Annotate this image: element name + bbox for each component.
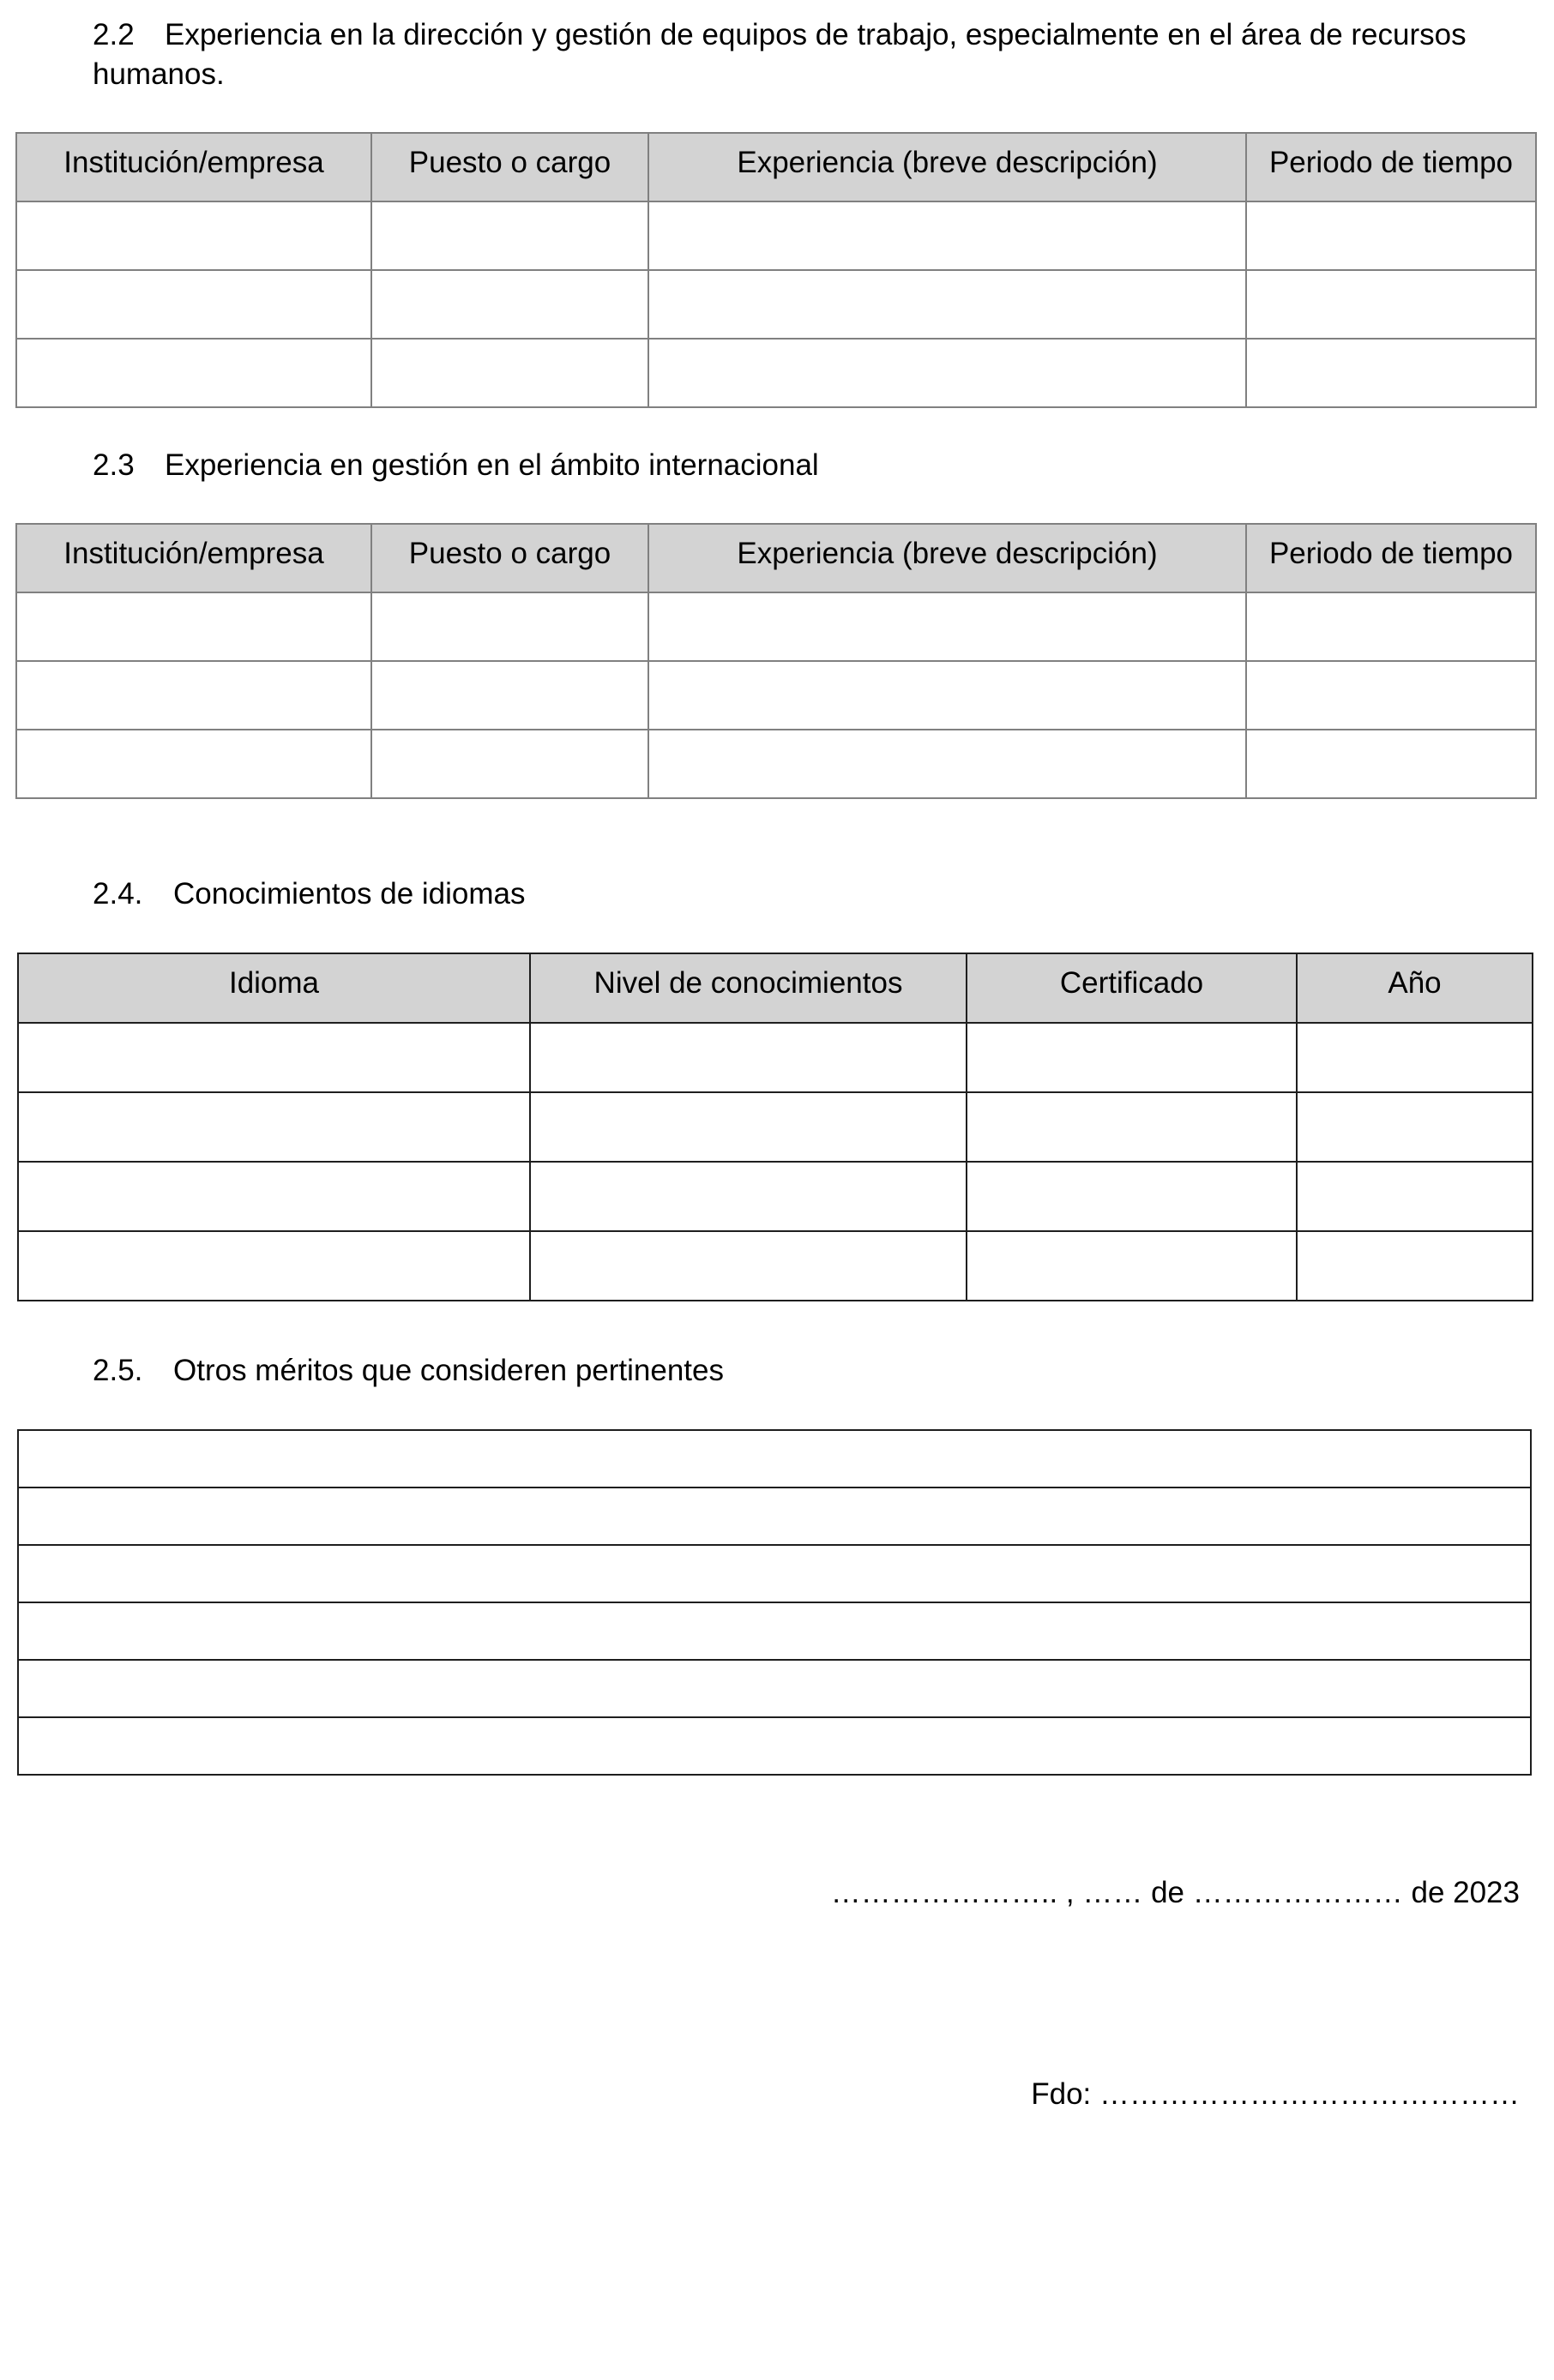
table-cell[interactable] (18, 1545, 1531, 1602)
table-cell[interactable] (1246, 201, 1536, 270)
table-cell[interactable] (1246, 592, 1536, 661)
table-cell[interactable] (1246, 661, 1536, 730)
column-header: Idioma (18, 953, 530, 1023)
table-cell[interactable] (18, 1430, 1531, 1488)
column-header: Puesto o cargo (371, 133, 648, 201)
section-number: 2.2 (93, 18, 135, 51)
signature-line: Fdo: …………………………………… (1031, 2077, 1520, 2111)
table-cell[interactable] (648, 270, 1246, 339)
section-number: 2.4. (93, 877, 143, 911)
other-merits-table (17, 1429, 1532, 1776)
column-header: Institución/empresa (16, 524, 371, 592)
table-header-row (16, 524, 1536, 592)
table-cell[interactable] (371, 201, 648, 270)
column-header: Periodo de tiempo (1246, 133, 1536, 201)
section-number: 2.5. (93, 1354, 143, 1387)
table-cell[interactable] (967, 1231, 1297, 1301)
table-cell[interactable] (371, 730, 648, 798)
table-cell[interactable] (530, 1023, 967, 1092)
table-row (18, 1545, 1531, 1602)
column-header: Año (1297, 953, 1533, 1023)
section-2-5-heading (93, 1351, 1533, 1391)
languages-table (17, 953, 1533, 1301)
management-experience-table (15, 132, 1537, 408)
column-header: Nivel de conocimientos (530, 953, 967, 1023)
table-row (18, 1717, 1531, 1775)
table-cell[interactable] (371, 592, 648, 661)
table-row (18, 1602, 1531, 1660)
table-cell[interactable] (18, 1717, 1531, 1775)
column-header: Periodo de tiempo (1246, 524, 1536, 592)
table-cell[interactable] (648, 339, 1246, 407)
table-row (18, 1660, 1531, 1717)
table-cell[interactable] (1297, 1231, 1533, 1301)
table-row (16, 661, 1536, 730)
table-cell[interactable] (1246, 730, 1536, 798)
column-header: Experiencia (breve descripción) (648, 524, 1246, 592)
table-row (16, 201, 1536, 270)
table-row (18, 1023, 1533, 1092)
column-header: Puesto o cargo (371, 524, 648, 592)
table-cell[interactable] (16, 730, 371, 798)
table-cell[interactable] (648, 592, 1246, 661)
table-cell[interactable] (18, 1023, 530, 1092)
table-row (16, 730, 1536, 798)
column-header: Institución/empresa (16, 133, 371, 201)
table-cell[interactable] (18, 1092, 530, 1162)
table-cell[interactable] (648, 730, 1246, 798)
table-cell[interactable] (18, 1162, 530, 1231)
table-cell[interactable] (16, 270, 371, 339)
table-row (16, 270, 1536, 339)
table-cell[interactable] (18, 1488, 1531, 1545)
table-cell[interactable] (530, 1231, 967, 1301)
column-header: Experiencia (breve descripción) (648, 133, 1246, 201)
table-cell[interactable] (1246, 270, 1536, 339)
section-2-4-heading (93, 874, 1533, 914)
table-cell[interactable] (16, 661, 371, 730)
table-row (18, 1488, 1531, 1545)
table-cell[interactable] (1297, 1023, 1533, 1092)
table-cell[interactable] (16, 201, 371, 270)
table-cell[interactable] (967, 1023, 1297, 1092)
table-header-row (16, 133, 1536, 201)
table-cell[interactable] (967, 1092, 1297, 1162)
section-title: Experiencia en la dirección y gestión de equipos de trabajo, especialmente en el área de recursos (165, 18, 1467, 51)
table-cell[interactable] (16, 339, 371, 407)
table-cell[interactable] (1297, 1092, 1533, 1162)
section-2-3-heading (93, 446, 1533, 485)
section-title: Experiencia en gestión en el ámbito internacional (165, 448, 819, 482)
section-title: Conocimientos de idiomas (173, 877, 526, 911)
table-cell[interactable] (18, 1602, 1531, 1660)
table-cell[interactable] (371, 339, 648, 407)
date-line: ………………….. , …… de ………………… de 2023 (830, 1876, 1520, 1909)
table-row (18, 1162, 1533, 1231)
table-cell[interactable] (18, 1231, 530, 1301)
table-row (16, 339, 1536, 407)
table-cell[interactable] (530, 1092, 967, 1162)
table-cell[interactable] (648, 661, 1246, 730)
section-title-continuation: humanos. (93, 57, 225, 91)
section-2-2-heading (93, 15, 1533, 94)
table-cell[interactable] (371, 661, 648, 730)
table-cell[interactable] (530, 1162, 967, 1231)
column-header: Certificado (967, 953, 1297, 1023)
section-number: 2.3 (93, 448, 135, 482)
table-row (18, 1430, 1531, 1488)
table-cell[interactable] (16, 592, 371, 661)
table-cell[interactable] (967, 1162, 1297, 1231)
table-cell[interactable] (648, 201, 1246, 270)
table-row (18, 1092, 1533, 1162)
section-title: Otros méritos que consideren pertinentes (173, 1354, 724, 1387)
table-cell[interactable] (1297, 1162, 1533, 1231)
table-row (16, 592, 1536, 661)
table-header-row (18, 953, 1533, 1023)
table-cell[interactable] (371, 270, 648, 339)
table-cell[interactable] (18, 1660, 1531, 1717)
international-experience-table (15, 523, 1537, 799)
table-row (18, 1231, 1533, 1301)
table-cell[interactable] (1246, 339, 1536, 407)
